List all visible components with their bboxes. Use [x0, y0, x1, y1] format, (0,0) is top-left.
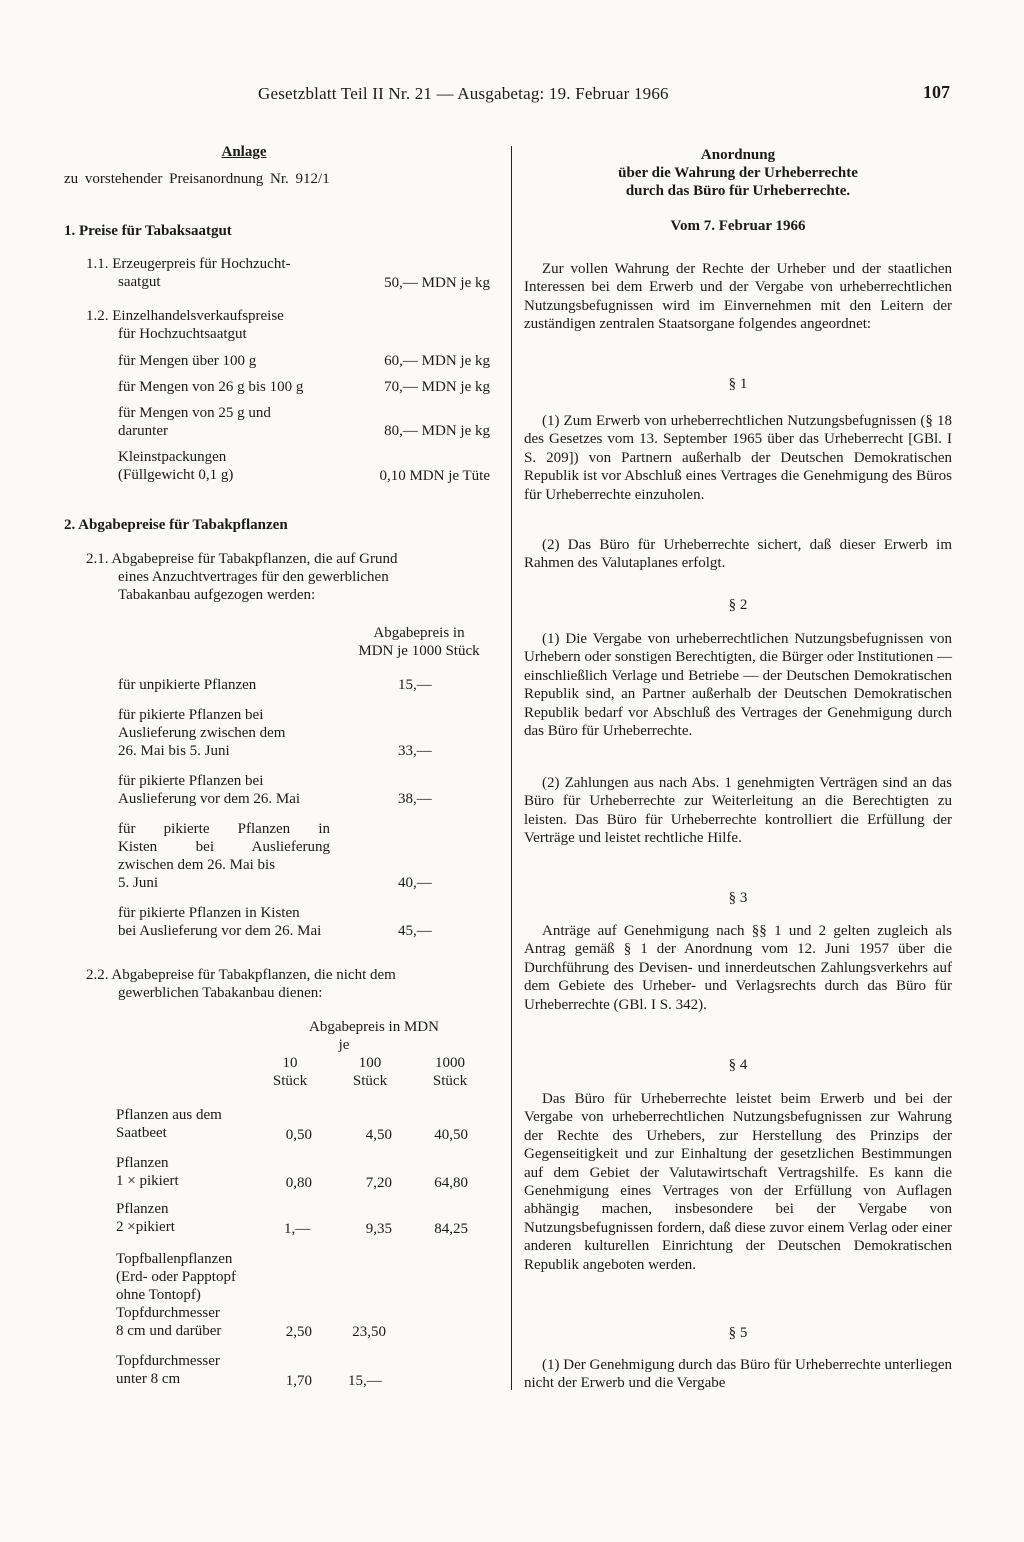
- table1-row4-line1: für pikierte Pflanzen in: [118, 821, 330, 837]
- paragraph-1-heading: § 1: [728, 376, 748, 392]
- table1-row5-line2: bei Auslieferung vor dem 26. Mai: [118, 923, 322, 939]
- table2-col1-line2: Stück: [272, 1073, 308, 1089]
- table2-col1-line1: 10: [282, 1055, 298, 1071]
- table1-row3-line2: Auslieferung vor dem 26. Mai: [118, 791, 301, 807]
- table2-row3-value3: 84,25: [434, 1221, 468, 1237]
- table2-row1-value3: 40,50: [434, 1127, 468, 1143]
- table2-row1-line2: Saatbeet: [116, 1125, 167, 1141]
- table2-row4-line4: Topfdurchmesser: [116, 1305, 220, 1321]
- quantity-row-4-line1: Kleinstpackungen: [118, 449, 227, 465]
- table2-col2-line1: 100: [358, 1055, 382, 1071]
- table1-row5-price: 45,—: [398, 923, 432, 939]
- table1-header-line1: Abgabepreis in: [373, 625, 465, 641]
- quantity-row-4-price: 0,10 MDN je Tüte: [379, 468, 490, 484]
- table1-row2-line1: für pikierte Pflanzen bei: [118, 707, 264, 723]
- table2-row1-line1: Pflanzen aus dem: [116, 1107, 222, 1123]
- page-header: [258, 84, 958, 108]
- table2-row4-line3: ohne Tontopf): [116, 1287, 201, 1303]
- anlage-subtitle: zu vorstehender Preisanordnung Nr. 912/1: [64, 171, 330, 187]
- item-1-1-line2: saatgut: [118, 274, 161, 290]
- table1-row2-line2: Auslieferung zwischen dem: [118, 725, 286, 741]
- table1-row3-line1: für pikierte Pflanzen bei: [118, 773, 264, 789]
- item-2-2-line2: gewerblichen Tabakanbau dienen:: [118, 985, 323, 1001]
- table2-row5-value1: 1,70: [285, 1373, 312, 1389]
- table2-col3-line2: Stück: [432, 1073, 468, 1089]
- table1-row2-line3: 26. Mai bis 5. Juni: [118, 743, 230, 759]
- table1-row3-price: 38,—: [398, 791, 432, 807]
- table1-row4-line3: zwischen dem 26. Mai bis: [118, 857, 276, 873]
- item-1-1-price: 50,— MDN je kg: [384, 275, 490, 291]
- paragraph-1-clause-2: (2) Das Büro für Urheberrechte sichert, daß dieser Erwerb im Rahmen des Valutaplanes erfolgt.: [524, 537, 952, 572]
- item-2-1-line3: Tabakanbau aufgezogen werden:: [118, 587, 316, 603]
- table2-row5-line2: unter 8 cm: [116, 1371, 181, 1387]
- table1-row4-line4: 5. Juni: [118, 875, 159, 891]
- table2-row2-line1: Pflanzen: [116, 1155, 169, 1171]
- table2-row3-value1: 1,—: [284, 1221, 311, 1237]
- paragraph-5-clause-1: (1) Der Genehmigung durch das Büro für Urheberrechte unterliegen nicht der Erwerb und die Vergabe: [524, 1357, 952, 1392]
- table2-row4-line2: (Erd- oder Papptopf: [116, 1269, 236, 1285]
- item-2-1-line2: eines Anzuchtvertrages für den gewerblichen: [118, 569, 389, 585]
- paragraph-2-clause-2: (2) Zahlungen aus nach Abs. 1 genehmigten Verträgen sind an das Büro für Urheberrechte zur Weiterleitung an die Berechtigten zu leisten. Das Büro für Urheberrechte kontrolliert die Erfüllung der Verträge und leistet rechtliche Hilfe.: [524, 775, 952, 847]
- paragraph-4-heading: § 4: [728, 1057, 748, 1073]
- table1-header-line2: MDN je 1000 Stück: [358, 643, 480, 659]
- table2-col2-line2: Stück: [352, 1073, 388, 1089]
- table1-row4-price: 40,—: [398, 875, 432, 891]
- table2-row3-line2: 2 ×pikiert: [116, 1219, 175, 1235]
- item-1-2-line2: für Hochzuchtsaatgut: [118, 326, 247, 342]
- ordinance-title-line1: Anordnung: [700, 147, 776, 163]
- quantity-row-3-price: 80,— MDN je kg: [384, 423, 490, 439]
- paragraph-2-clause-1: (1) Die Vergabe von urheberrechtlichen Nutzungsbefugnissen von Urhebern oder sonstigen Berechtigten, die Bürger oder Institutionen — einschließlich Verlage und Betriebe — der Deutschen Demokratischen Republik sind, an Partner außerhalb der Deutschen Demokratischen Republik bedarf vor Abschluß des Vertrages der Genehmigung durch das Büro für Urheberrechte.: [524, 631, 952, 740]
- paragraph-4-text: Das Büro für Urheberrechte leistet beim Erwerb und bei der Vergabe von urheberrechtlichen Nutzungsbefugnissen zur Wahrung der Rechte des Urhebers, zur Herstellung des Prinzips der Gegenseitigkeit und zur Einhaltung der gesetzlichen Bestimmungen auf dem Gebiet der Valutawirtschaft Vertragshilfe. Es kann die Genehmigung eines Vertrages von der Erfüllung von Auflagen abhängig machen, insbesondere bei der Vergabe von Nutzungsbefugnissen fordern, daß diese zuvor einem Verlag oder einer anderen kulturellen Einrichtung der Deutschen Demokratischen Republik angeboten werden.: [524, 1091, 952, 1273]
- quantity-row-2-label: für Mengen von 26 g bis 100 g: [118, 379, 304, 395]
- paragraph-3-heading: § 3: [728, 890, 748, 906]
- quantity-row-3-line2: darunter: [118, 423, 168, 439]
- ordinance-title-line3: durch das Büro für Urheberrechte.: [625, 183, 851, 199]
- quantity-row-4-line2: (Füllgewicht 0,1 g): [118, 467, 234, 483]
- table1-row4-line2: Kisten bei Auslieferung: [118, 839, 330, 855]
- table1-row1-price: 15,—: [398, 677, 432, 693]
- table2-row4-value1: 2,50: [285, 1324, 312, 1340]
- table2-row3-line1: Pflanzen: [116, 1201, 169, 1217]
- table2-row5-line1: Topfdurchmesser: [116, 1353, 220, 1369]
- table2-row5-value2: 15,—: [348, 1373, 382, 1389]
- table1-row5-line1: für pikierte Pflanzen in Kisten: [118, 905, 300, 921]
- table1-row1-label: für unpikierte Pflanzen: [118, 677, 257, 693]
- item-1-1-line1: 1.1. Erzeugerpreis für Hochzucht-: [86, 256, 291, 272]
- paragraph-5-heading: § 5: [728, 1325, 748, 1341]
- table2-row2-value2: 7,20: [365, 1175, 392, 1191]
- paragraph-2-heading: § 2: [728, 597, 748, 613]
- intro-paragraph: Zur vollen Wahrung der Rechte der Urheber und der staatlichen Interessen bei dem Erwerb und der Vergabe von urheberrechtlichen Nutzungsbefugnissen wird im Einvernehmen mit den Leitern der zuständigen zentralen Staatsorgane folgendes angeordnet:: [524, 261, 952, 333]
- paragraph-3-text: Anträge auf Genehmigung nach §§ 1 und 2 gelten zugleich als Antrag gemäß § 1 der Anordnung vom 12. Juni 1957 über die Durchführung des Devisen- und innerdeutschen Zahlungsverkehrs auf dem Gebiete des Urheber- und Verlagsrechts durch das Büro für Urheberrechte (GBl. I S. 342).: [524, 923, 952, 1013]
- ordinance-date: Vom 7. Februar 1966: [670, 218, 806, 234]
- quantity-row-2-price: 70,— MDN je kg: [384, 379, 490, 395]
- table2-row2-value1: 0,80: [285, 1175, 312, 1191]
- table2-row4-line1: Topfballenpflanzen: [116, 1251, 233, 1267]
- table2-row3-value2: 9,35: [365, 1221, 392, 1237]
- header-title: Gesetzblatt Teil II Nr. 21 — Ausgabetag: 19. Februar 1966: [258, 84, 669, 103]
- table2-row1-value1: 0,50: [285, 1127, 312, 1143]
- table2-row4-value2: 23,50: [352, 1324, 386, 1340]
- table1-row2-price: 33,—: [398, 743, 432, 759]
- table2-row2-value3: 64,80: [434, 1175, 468, 1191]
- paragraph-1-clause-1: (1) Zum Erwerb von urheberrechtlichen Nutzungsbefugnissen (§ 18 des Gesetzes vom 13. September 1965 über das Urheberrecht [GBl. I S. 209]) von Partnern außerhalb der Deutschen Demokratischen Republik ist vor Abschluß eines Vertrages die Genehmigung des Büros für Urheberrechte einzuholen.: [524, 413, 952, 503]
- quantity-row-3-line1: für Mengen von 25 g und: [118, 405, 271, 421]
- item-2-2-line1: 2.2. Abgabepreise für Tabakpflanzen, die nicht dem: [86, 967, 396, 983]
- anlage-title: Anlage: [221, 144, 267, 160]
- table2-header-line2: je: [338, 1037, 350, 1053]
- quantity-row-1-price: 60,— MDN je kg: [384, 353, 490, 369]
- table2-row2-line2: 1 × pikiert: [116, 1173, 179, 1189]
- section-2-title: 2. Abgabepreise für Tabakpflanzen: [64, 517, 288, 533]
- table2-col3-line1: 1000: [435, 1055, 465, 1071]
- table2-row1-value2: 4,50: [365, 1127, 392, 1143]
- table2-header-line1: Abgabepreis in MDN: [309, 1019, 439, 1035]
- column-divider: [511, 146, 512, 1390]
- page-number: 107: [923, 82, 950, 102]
- quantity-row-1-label: für Mengen über 100 g: [118, 353, 257, 369]
- ordinance-title-line2: über die Wahrung der Urheberrechte: [618, 165, 858, 181]
- section-1-title: 1. Preise für Tabaksaatgut: [64, 223, 232, 239]
- table2-row4-line5: 8 cm und darüber: [116, 1323, 222, 1339]
- item-2-1-line1: 2.1. Abgabepreise für Tabakpflanzen, die auf Grund: [86, 551, 398, 567]
- item-1-2-line1: 1.2. Einzelhandelsverkaufspreise: [86, 308, 284, 324]
